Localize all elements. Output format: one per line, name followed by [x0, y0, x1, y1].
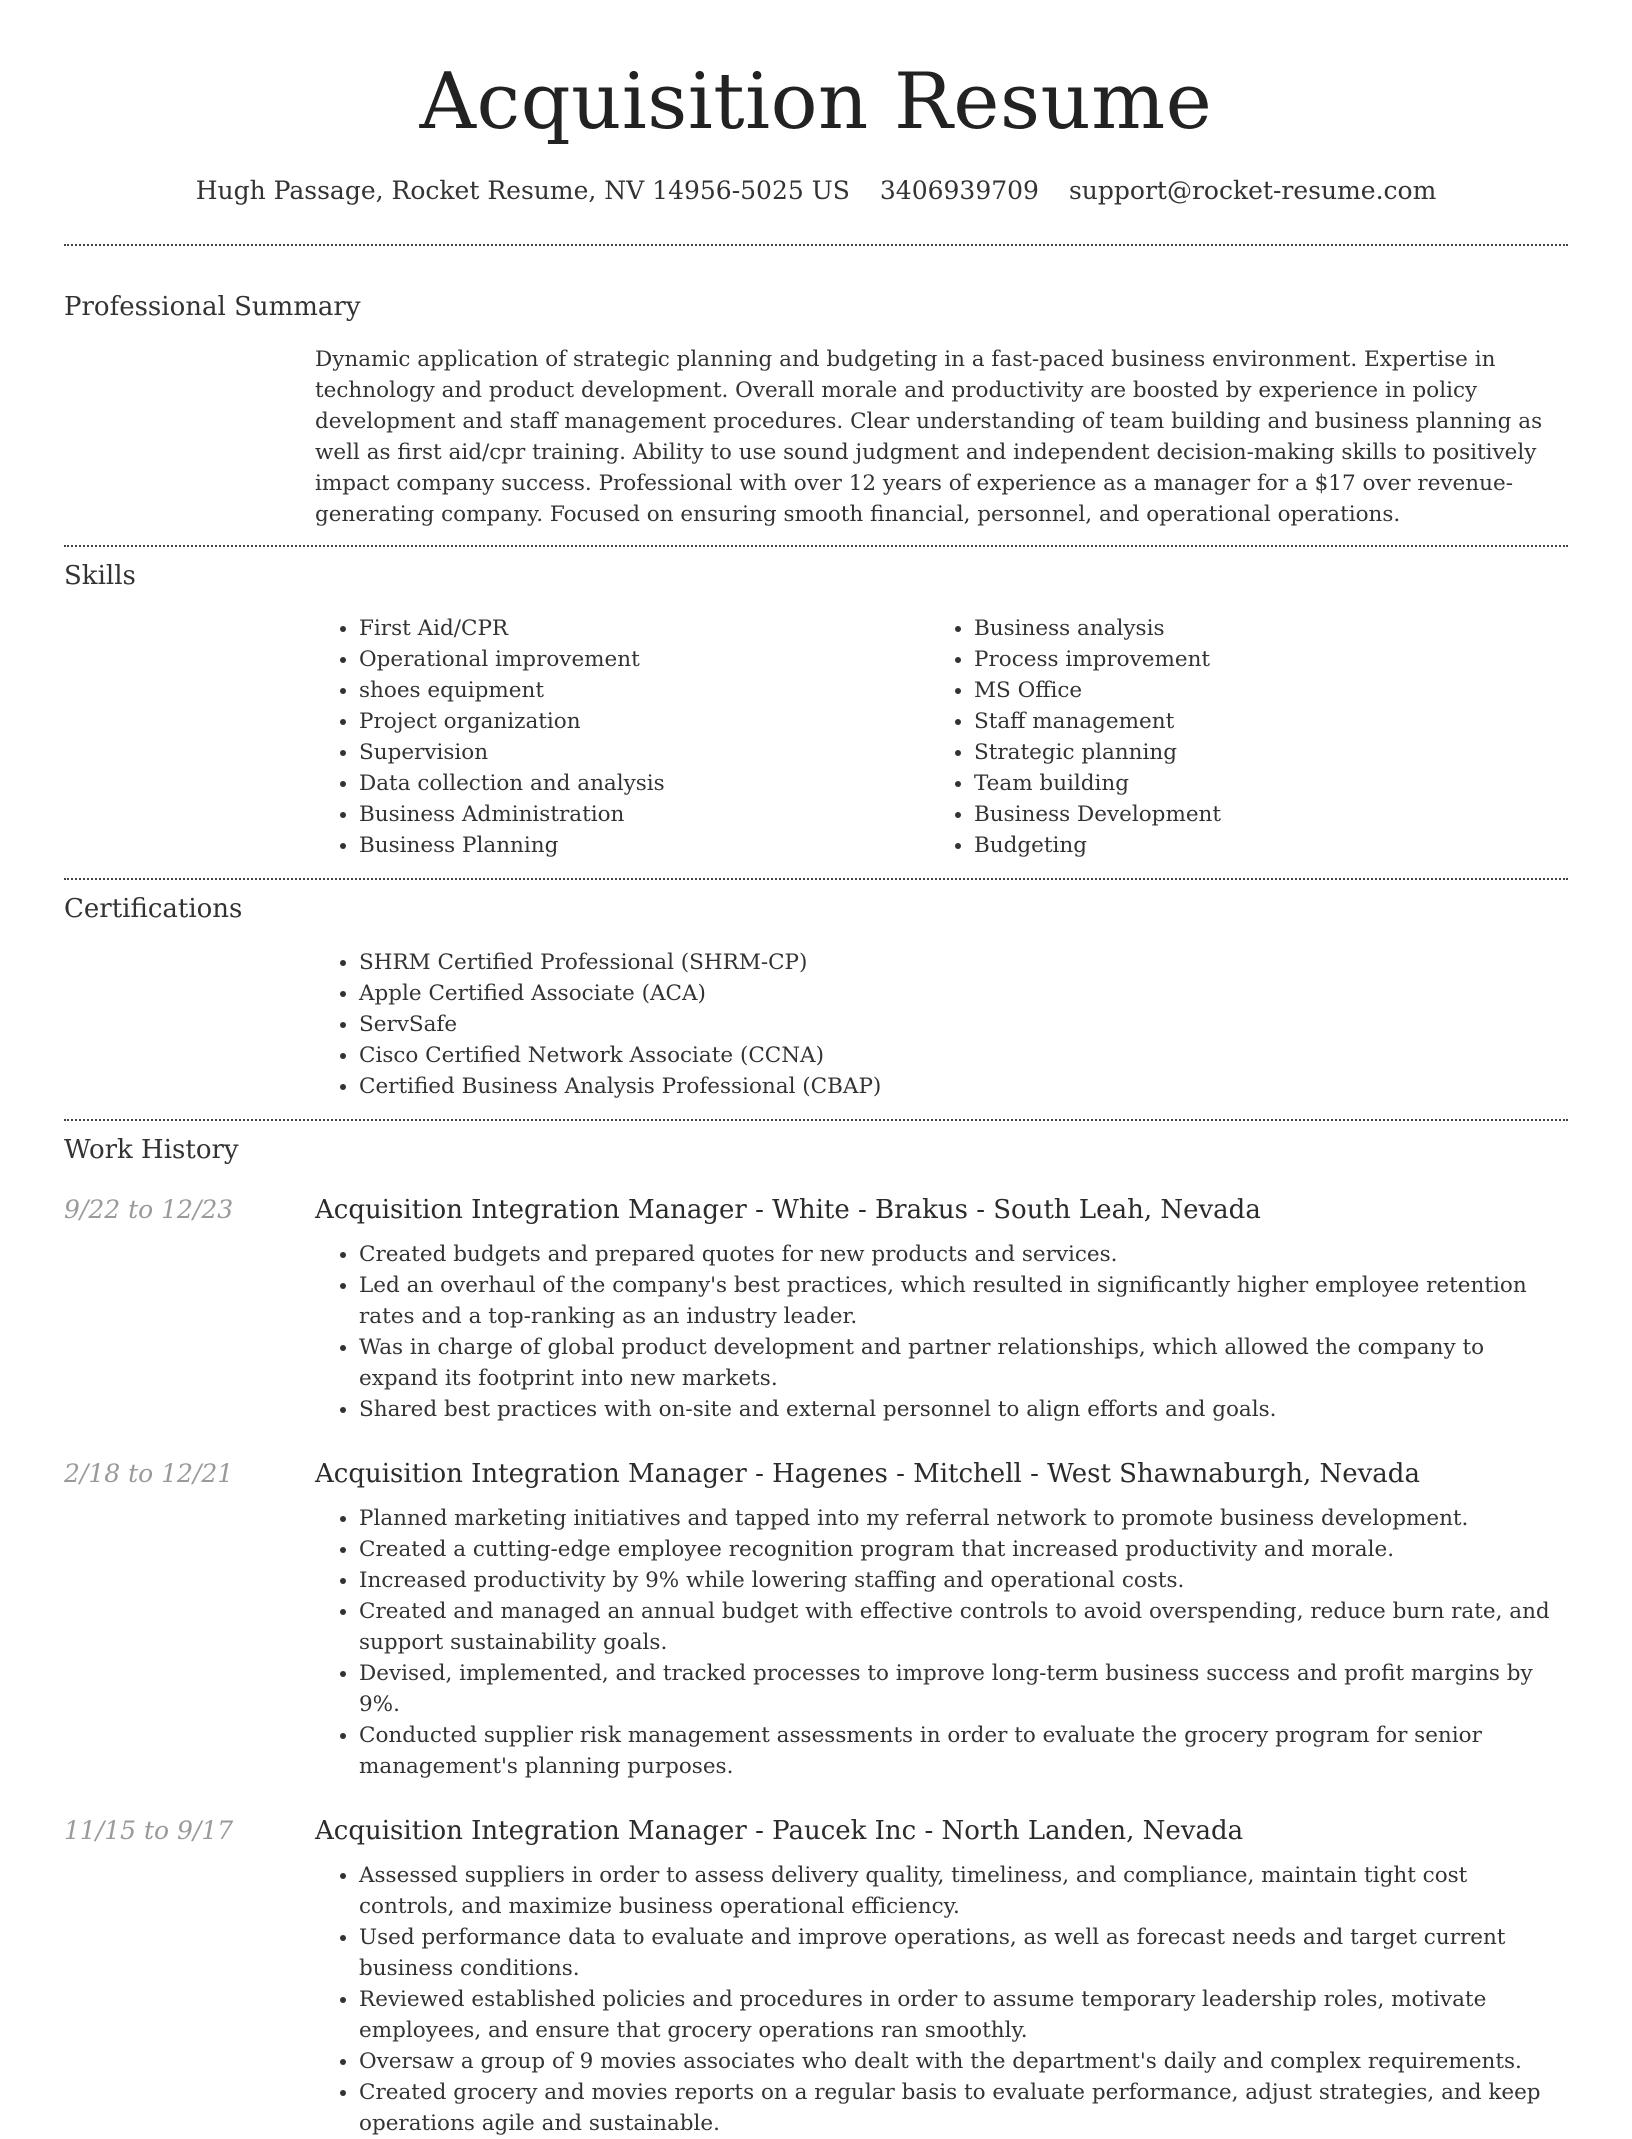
resume-title: Acquisition Resume	[419, 57, 1213, 147]
contact-email: support@rocket-resume.com	[1068, 176, 1437, 205]
contact-phone: 3406939709	[879, 176, 1039, 205]
job-bullet: • Created and managed an annual budget with effective controls to avoid overspending, reduce burn rate, and support sustainability goals.	[359, 1596, 1568, 1658]
job-bullet: • Shared best practices with on-site and external personnel to align efforts and goals.	[359, 1394, 1568, 1425]
job-entry	[64, 1455, 1568, 1782]
skill-item: • Business Administration	[359, 799, 930, 830]
section-title-work-history: Work History	[64, 1135, 239, 1165]
summary-text: Dynamic application of strategic planning and budgeting in a fast-paced business environment. Expertise in technology and product development. Overall morale and productivity are boosted by experience in policy development and staff management procedures. Clear understanding of team building and business planning as well as first aid/cpr training. Ability to use sound judgment and independent decision-making skills to positively impact company success. Professional with over 12 years of experience as a manager for a $17 over revenue-generating company. Focused on ensuring smooth financial, personnel, and operational operations.	[315, 347, 1543, 527]
divider	[64, 1119, 1568, 1121]
skills-list	[315, 613, 1568, 861]
skill-item: • Business Development	[974, 799, 1545, 830]
job-bullet: • Assessed suppliers in order to assess delivery quality, timeliness, and compliance, maintain tight cost controls, and maximize business operational efficiency.	[359, 1860, 1568, 1922]
job-bullet: • Planned marketing initiatives and tapped into my referral network to promote business development.	[359, 1503, 1568, 1534]
divider	[64, 545, 1568, 547]
skill-item: • Process improvement	[974, 644, 1545, 675]
certification-item: • Apple Certified Associate (ACA)	[359, 978, 1568, 1009]
job-bullet: • Created grocery and movies reports on a regular basis to evaluate performance, adjust strategies, and keep operations agile and sustainable.	[359, 2077, 1568, 2139]
job-bullets	[315, 1860, 1568, 2139]
job-bullet: • Led an overhaul of the company's best practices, which resulted in significantly higher employee retention rates and a top-ranking as an industry leader.	[359, 1270, 1568, 1332]
job-bullet: • Oversaw a group of 9 movies associates who dealt with the department's daily and complex requirements.	[359, 2046, 1568, 2077]
resume-header	[64, 52, 1568, 208]
divider	[64, 244, 1568, 246]
skill-item: • Team building	[974, 768, 1545, 799]
skill-item: • First Aid/CPR	[359, 613, 930, 644]
job-bullet: • Devised, implemented, and tracked processes to improve long-term business success and profit margins by 9%.	[359, 1658, 1568, 1720]
job-bullet: • Was in charge of global product development and partner relationships, which allowed the company to expand its footprint into new markets.	[359, 1332, 1568, 1394]
certification-item: • ServSafe	[359, 1009, 1568, 1040]
skill-item: • Budgeting	[974, 830, 1545, 861]
section-title-summary: Professional Summary	[64, 292, 361, 322]
contact-line	[64, 174, 1568, 208]
section-title-skills: Skills	[64, 561, 136, 591]
job-dates: 2/18 to 12/21	[64, 1459, 234, 1488]
divider	[64, 878, 1568, 880]
job-details	[315, 1191, 1568, 1425]
job-bullet: • Conducted supplier risk management assessments in order to evaluate the grocery program for senior management's planning purposes.	[359, 1720, 1568, 1782]
skills-column-left	[315, 613, 930, 861]
job-bullets	[315, 1239, 1568, 1425]
skills-column-right	[930, 613, 1545, 861]
job-bullets	[315, 1503, 1568, 1782]
job-title: Acquisition Integration Manager - White - Brakus - South Leah, Nevada	[315, 1195, 1261, 1225]
job-details	[315, 1455, 1568, 1782]
job-title: Acquisition Integration Manager - Paucek Inc - North Landen, Nevada	[315, 1816, 1244, 1846]
job-bullet: • Created budgets and prepared quotes for new products and services.	[359, 1239, 1568, 1270]
job-details	[315, 1812, 1568, 2139]
contact-address: Hugh Passage, Rocket Resume, NV 14956-5025 US	[195, 176, 850, 205]
certifications-list	[315, 947, 1568, 1102]
skill-item: • Staff management	[974, 706, 1545, 737]
skill-item: • Strategic planning	[974, 737, 1545, 768]
job-entry	[64, 1812, 1568, 2139]
skill-item: • Business Planning	[359, 830, 930, 861]
job-bullet: • Reviewed established policies and procedures in order to assume temporary leadership roles, motivate employees, and ensure that grocery operations ran smoothly.	[359, 1984, 1568, 2046]
job-bullet: • Increased productivity by 9% while lowering staffing and operational costs.	[359, 1565, 1568, 1596]
skill-item: • Data collection and analysis	[359, 768, 930, 799]
certification-item: • Certified Business Analysis Professional (CBAP)	[359, 1071, 1568, 1102]
section-title-certifications: Certifications	[64, 894, 243, 924]
skill-item: • Project organization	[359, 706, 930, 737]
certification-item: • SHRM Certified Professional (SHRM-CP)	[359, 947, 1568, 978]
job-title: Acquisition Integration Manager - Hagenes - Mitchell - West Shawnaburgh, Nevada	[315, 1459, 1420, 1489]
skill-item: • Operational improvement	[359, 644, 930, 675]
skill-item: • MS Office	[974, 675, 1545, 706]
job-bullet: • Created a cutting-edge employee recognition program that increased productivity and morale.	[359, 1534, 1568, 1565]
skill-item: • Supervision	[359, 737, 930, 768]
skill-item: • shoes equipment	[359, 675, 930, 706]
skill-item: • Business analysis	[974, 613, 1545, 644]
certification-item: • Cisco Certified Network Associate (CCNA)	[359, 1040, 1568, 1071]
job-dates: 11/15 to 9/17	[64, 1816, 234, 1845]
job-entry	[64, 1191, 1568, 1425]
job-dates: 9/22 to 12/23	[64, 1195, 234, 1224]
job-bullet: • Used performance data to evaluate and improve operations, as well as forecast needs and target current business conditions.	[359, 1922, 1568, 1984]
